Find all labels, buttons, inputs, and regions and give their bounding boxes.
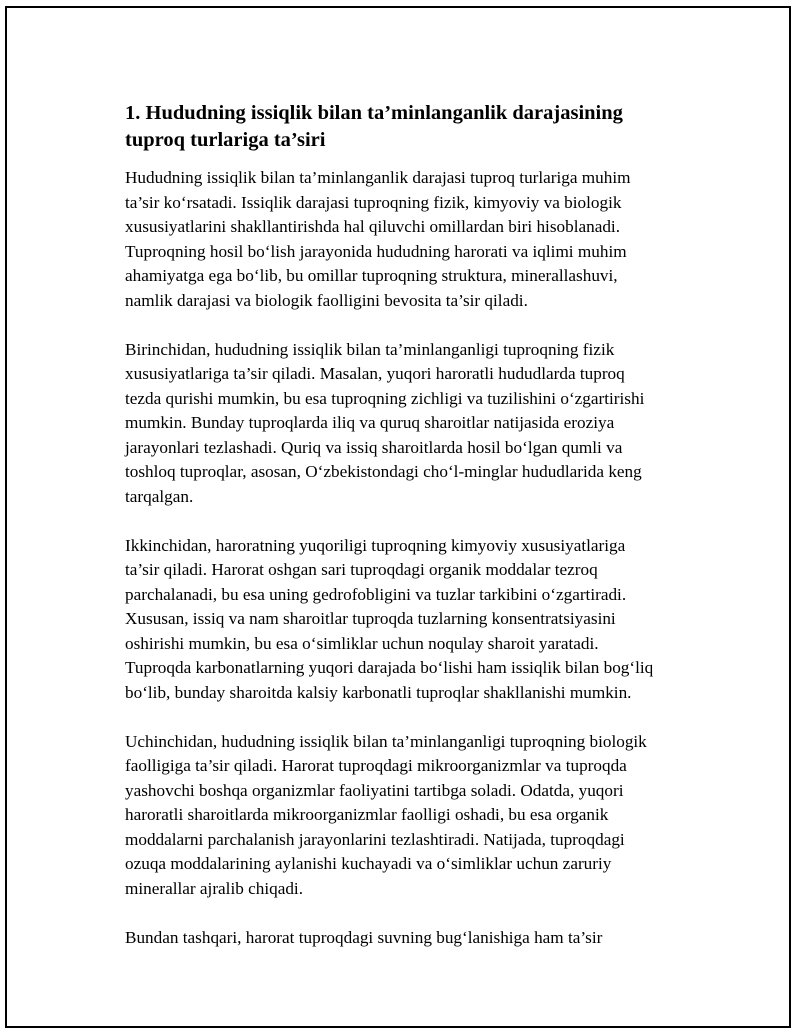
- text-line: Xususan, issiq va nam sharoitlar tuproqda tuzlarning konsentratsiyasini: [125, 609, 616, 628]
- text-line: ozuqa moddalarining aylanishi kuchayadi va o‘simliklar uchun zaruriy: [125, 854, 612, 873]
- page-frame: [5, 6, 791, 1028]
- paragraph-third-point: [125, 730, 700, 902]
- section-title-line: tuproq turlariga ta’siri: [125, 129, 326, 151]
- text-line: faolligiga ta’sir qiladi. Harorat tuproqdagi mikroorganizmlar va tuproqda: [125, 756, 627, 775]
- paragraph-first-point: [125, 338, 700, 510]
- text-line: Tuproqda karbonatlarning yuqori darajada bo‘lishi ham issiqlik bilan bog‘liq: [125, 658, 654, 677]
- text-line: ta’sir qiladi. Harorat oshgan sari tuproqdagi organik moddalar tezroq: [125, 560, 598, 579]
- text-line: Bundan tashqari, harorat tuproqdagi suvning bug‘lanishiga ham ta’sir: [125, 927, 603, 947]
- text-line: Ikkinchidan, haroratning yuqoriligi tuproqning kimyoviy xususiyatlariga: [125, 535, 626, 555]
- text-line: yashovchi boshqa organizmlar faoliyatini tartibga soladi. Odatda, yuqori: [125, 780, 624, 800]
- text-line: jarayonlari tezlashadi. Quriq va issiq sharoitlarda hosil bo‘lgan qumli va: [125, 437, 623, 457]
- document-body: [125, 100, 700, 950]
- paragraph-intro: [125, 166, 700, 313]
- paragraph-additional: [125, 926, 700, 951]
- section-title-line: 1. Hududning issiqlik bilan ta’minlanganlik darajasining: [125, 102, 623, 124]
- text-line: minerallar ajralib chiqadi.: [125, 878, 304, 898]
- paragraph-second-point: [125, 534, 700, 706]
- text-line: xususiyatlariga ta’sir qiladi. Masalan, yuqori haroratli hududlarda tuproq: [125, 364, 625, 383]
- text-line: Tuproqning hosil bo‘lish jarayonida hududning harorati va iqlimi muhim: [125, 241, 627, 261]
- text-line: tarqalgan.: [125, 486, 194, 506]
- text-line: oshirishi mumkin, bu esa o‘simliklar uchun noqulay sharoit yaratadi.: [125, 633, 599, 653]
- text-line: ta’sir ko‘rsatadi. Issiqlik darajasi tuproqning fizik, kimyoviy va biologik: [125, 192, 622, 212]
- section-title: [125, 100, 700, 154]
- text-line: moddalarni parchalanish jarayonlarini tezlashtiradi. Natijada, tuproqdagi: [125, 829, 625, 849]
- text-line: Hududning issiqlik bilan ta’minlanganlik darajasi tuproq turlariga muhim: [125, 168, 631, 187]
- text-line: haroratli sharoitlarda mikroorganizmlar faolligi oshadi, bu esa organik: [125, 805, 609, 824]
- text-line: bo‘lib, bunday sharoitda kalsiy karbonatli tuproqlar shakllanishi mumkin.: [125, 682, 632, 702]
- text-line: Birinchidan, hududning issiqlik bilan ta’minlanganligi tuproqning fizik: [125, 339, 615, 359]
- text-line: xususiyatlarini shakllantirishda hal qiluvchi omillardan biri hisoblanadi.: [125, 217, 621, 236]
- text-line: tezda qurishi mumkin, bu esa tuproqning zichligi va tuzilishini o‘zgartirishi: [125, 388, 645, 408]
- text-line: Uchinchidan, hududning issiqlik bilan ta’minlanganligi tuproqning biologik: [125, 731, 647, 751]
- text-line: mumkin. Bunday tuproqlarda iliq va quruq sharoitlar natijasida eroziya: [125, 413, 615, 432]
- text-line: ahamiyatga ega bo‘lib, bu omillar tuproqning struktura, minerallashuvi,: [125, 266, 618, 285]
- text-line: namlik darajasi va biologik faolligini bevosita ta’sir qiladi.: [125, 290, 528, 310]
- text-line: parchalanadi, bu esa uning gedrofobligini va tuzlar tarkibini o‘zgartiradi.: [125, 584, 627, 604]
- text-line: toshloq tuproqlar, asosan, O‘zbekistondagi cho‘l-minglar hududlarida keng: [125, 462, 642, 481]
